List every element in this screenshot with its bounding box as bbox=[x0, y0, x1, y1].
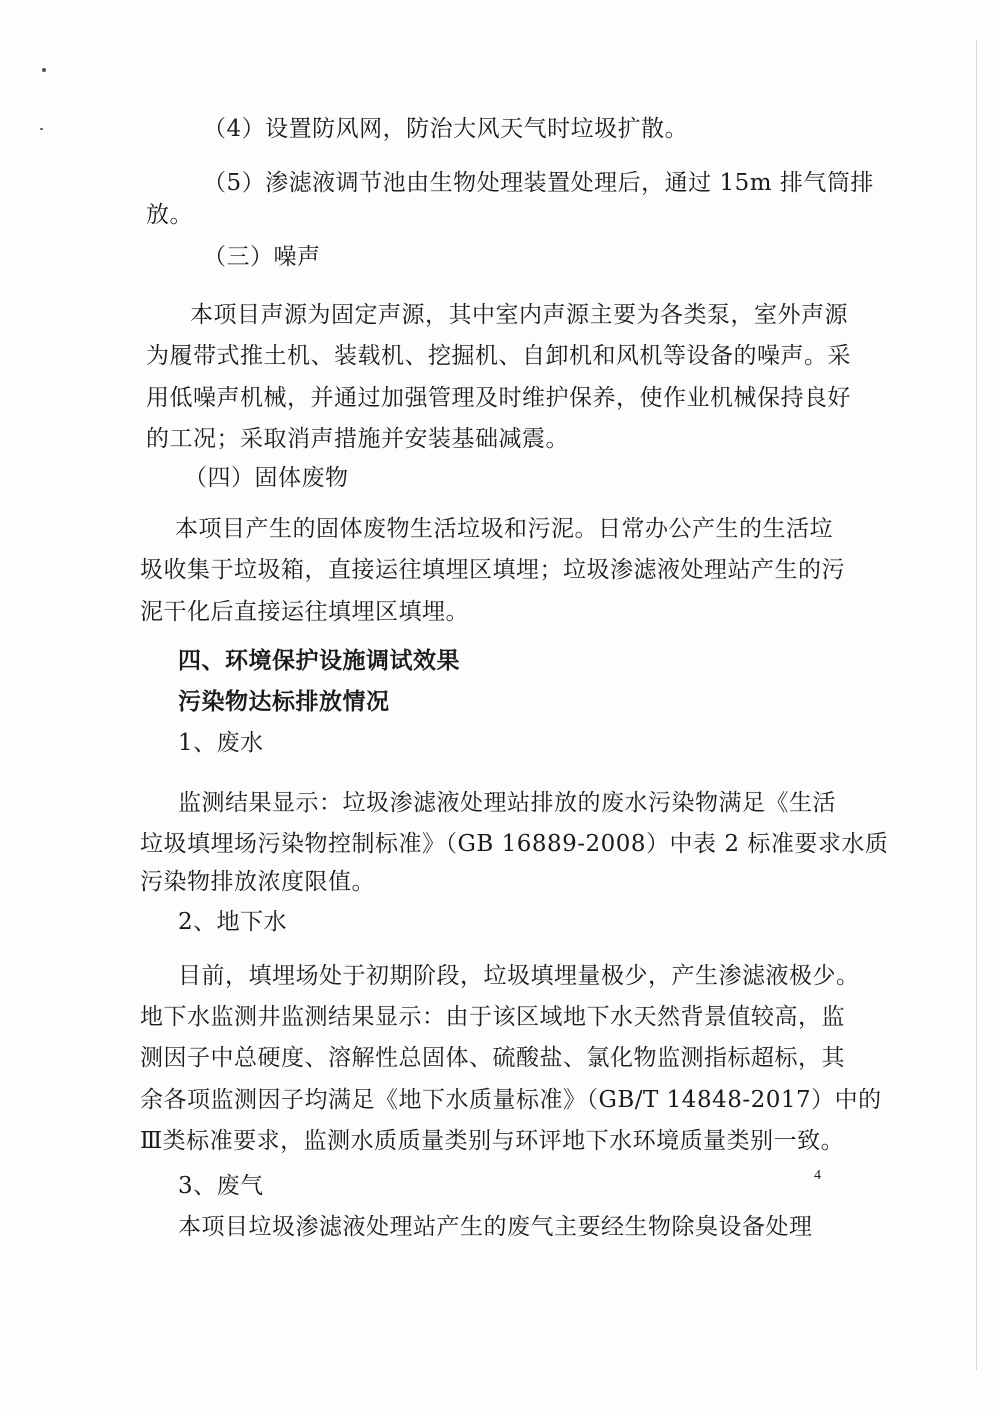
paragraph-line: 余各项监测因子均满足《地下水质量标准》（GB/T 14848-2017）中的 bbox=[140, 1087, 882, 1113]
scan-edge-line bbox=[976, 40, 977, 1370]
paragraph-line: 用低噪声机械，并通过加强管理及时维护保养，使作业机械保持良好 bbox=[146, 385, 851, 411]
paragraph-line: 本项目声源为固定声源，其中室内声源主要为各类泵，室外声源 bbox=[190, 302, 848, 328]
paragraph-line: 污染物排放浓度限值。 bbox=[140, 869, 375, 895]
paragraph-line: 本项目产生的固体废物生活垃圾和污泥。日常办公产生的生活垃 bbox=[175, 516, 833, 542]
paragraph-line: 泥干化后直接运往填埋区填埋。 bbox=[140, 599, 469, 625]
paragraph-line: 监测结果显示：垃圾渗滤液处理站排放的废水污染物满足《生活 bbox=[178, 790, 836, 816]
paragraph-line: （4）设置防风网，防治大风天气时垃圾扩散。 bbox=[203, 116, 689, 142]
scan-speck bbox=[40, 128, 43, 130]
section-heading: （四）固体废物 bbox=[184, 465, 349, 491]
paragraph-line: 圾收集于垃圾箱，直接运往填埋区填埋；垃圾渗滤液处理站产生的污 bbox=[140, 557, 845, 583]
paragraph-line: （5）渗滤液调节池由生物处理装置处理后，通过 15m 排气筒排 bbox=[203, 170, 874, 196]
paragraph-line: 测因子中总硬度、溶解性总固体、硫酸盐、氯化物监测指标超标，其 bbox=[140, 1045, 845, 1071]
paragraph-line: 本项目垃圾渗滤液处理站产生的废气主要经生物除臭设备处理 bbox=[178, 1214, 813, 1240]
chapter-heading: 四、环境保护设施调试效果 bbox=[178, 647, 460, 674]
subsection-heading: 污染物达标排放情况 bbox=[178, 688, 390, 715]
paragraph-line: 目前，填埋场处于初期阶段，垃圾填埋量极少，产生渗滤液极少。 bbox=[178, 963, 860, 989]
item-heading: 2、地下水 bbox=[178, 909, 288, 935]
paragraph-line: 地下水监测井监测结果显示：由于该区域地下水天然背景值较高，监 bbox=[140, 1004, 845, 1030]
paragraph-line: 为履带式推土机、装载机、挖掘机、自卸机和风机等设备的噪声。采 bbox=[146, 343, 851, 369]
paragraph-line: 垃圾填埋场污染物控制标准》（GB 16889-2008）中表 2 标准要求水质 bbox=[140, 831, 889, 857]
scan-speck bbox=[42, 68, 46, 72]
item-heading: 1、废水 bbox=[178, 730, 264, 756]
page-number: 4 bbox=[814, 1168, 821, 1183]
paragraph-line: 放。 bbox=[146, 202, 193, 228]
paragraph-line: 的工况；采取消声措施并安装基础减震。 bbox=[146, 426, 569, 452]
paragraph-line: Ⅲ类标准要求，监测水质质量类别与环评地下水环境质量类别一致。 bbox=[140, 1128, 845, 1154]
item-heading: 3、废气 bbox=[178, 1173, 264, 1199]
section-heading: （三）噪声 bbox=[203, 244, 321, 270]
